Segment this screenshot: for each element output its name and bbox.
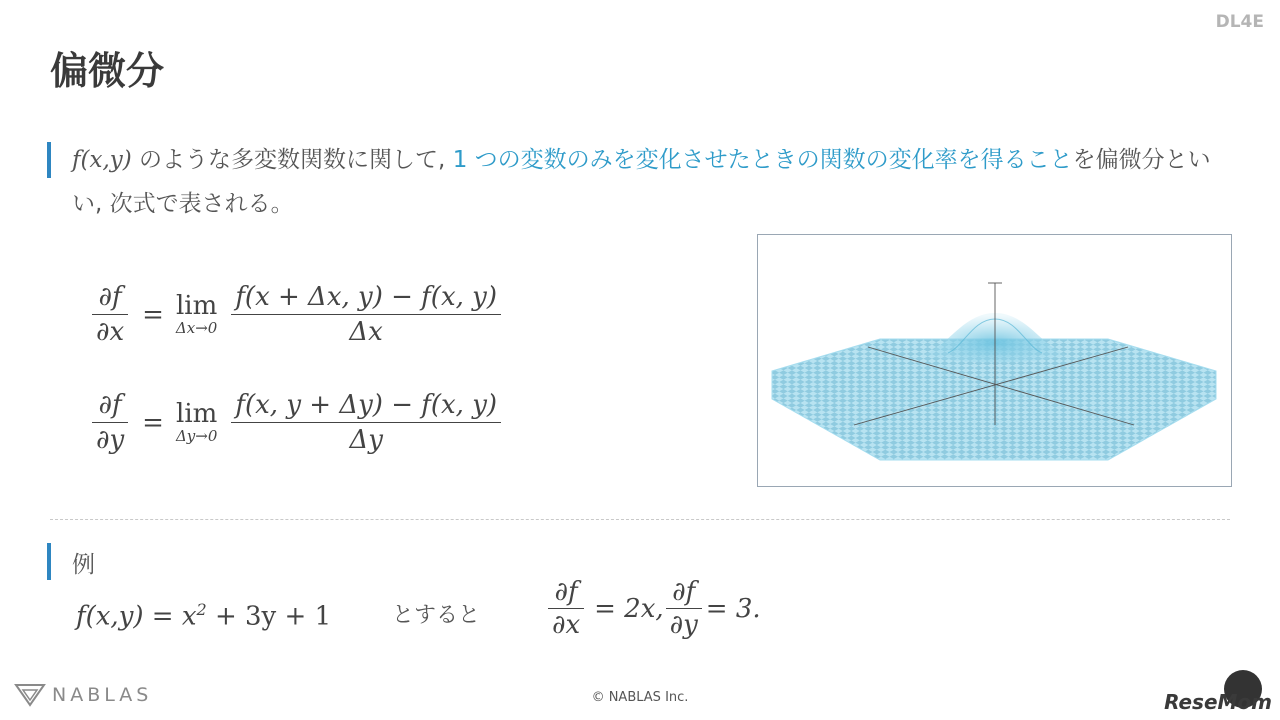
example-accent-bar: [47, 543, 51, 580]
result-y-fraction: [666, 576, 702, 641]
result-y-denominator: ∂y: [669, 610, 698, 640]
surface-plot-figure: [757, 234, 1232, 487]
copyright: © NABLAS Inc.: [591, 690, 689, 705]
rhs-fraction: [231, 280, 501, 349]
page-title: 偏微分: [50, 49, 165, 93]
limit-subscript: Δy→0: [175, 426, 218, 445]
result-y-numerator: ∂f: [672, 577, 696, 607]
rhs-numerator: f(x, y + Δy) − f(x, y): [235, 390, 498, 420]
rhs-numerator: f(x + Δx, y) − f(x, y): [235, 282, 497, 312]
intro-accent-bar: [47, 142, 51, 178]
lhs-denominator: ∂x: [96, 317, 125, 347]
example-exponent: 2: [196, 600, 207, 619]
rhs-denominator: Δy: [349, 425, 383, 455]
limit-word: lim: [175, 290, 218, 321]
limit-subscript: Δx→0: [175, 318, 218, 337]
intro-highlight: 1 つの変数のみを変化させたときの関数の変化率を得ること: [452, 147, 1073, 173]
rhs-fraction: [231, 388, 501, 457]
watermark-text: ReseMom: [1164, 690, 1272, 714]
example-connector: とすると: [392, 603, 481, 628]
result-x-numerator: ∂f: [554, 577, 578, 607]
lhs-denominator: ∂y: [96, 425, 125, 455]
example-label: 例: [72, 552, 95, 578]
example-formula: [76, 600, 331, 632]
intro-function: f(x,y): [72, 147, 132, 173]
example-result: [548, 576, 761, 641]
surface-mesh: [772, 313, 1216, 460]
partial-y-definition: [92, 388, 501, 457]
result-y-value: = 3.: [705, 593, 761, 624]
result-x-value: = 2x,: [594, 593, 664, 624]
intro-text-a: のような多変数関数に関して,: [131, 147, 453, 173]
watermark: [1164, 668, 1280, 720]
equals-sign: =: [142, 407, 164, 438]
rhs-denominator: Δx: [349, 317, 383, 347]
limit: [175, 290, 218, 337]
footer-logo-text: NABLAS: [52, 684, 153, 706]
example-formula-lhs: f(x,y) = x: [76, 601, 197, 632]
lhs-numerator: ∂f: [98, 282, 122, 312]
lhs-numerator: ∂f: [98, 390, 122, 420]
surface-plot-svg: [758, 235, 1231, 486]
lhs-fraction: [92, 388, 128, 457]
limit-word: lim: [176, 398, 218, 429]
lhs-fraction: [92, 280, 128, 349]
result-x-fraction: [548, 576, 584, 641]
intro-text-b: を偏微分といい, 次式で表される。: [72, 147, 1211, 217]
result-x-denominator: ∂x: [552, 610, 581, 640]
corner-tag: DL4E: [1215, 12, 1264, 32]
intro-paragraph: [72, 138, 1237, 226]
limit: [175, 398, 218, 445]
section-divider: [50, 519, 1230, 520]
equals-sign: =: [142, 299, 164, 330]
example-formula-rhs: + 3y + 1: [206, 601, 332, 632]
partial-x-definition: [92, 280, 501, 349]
